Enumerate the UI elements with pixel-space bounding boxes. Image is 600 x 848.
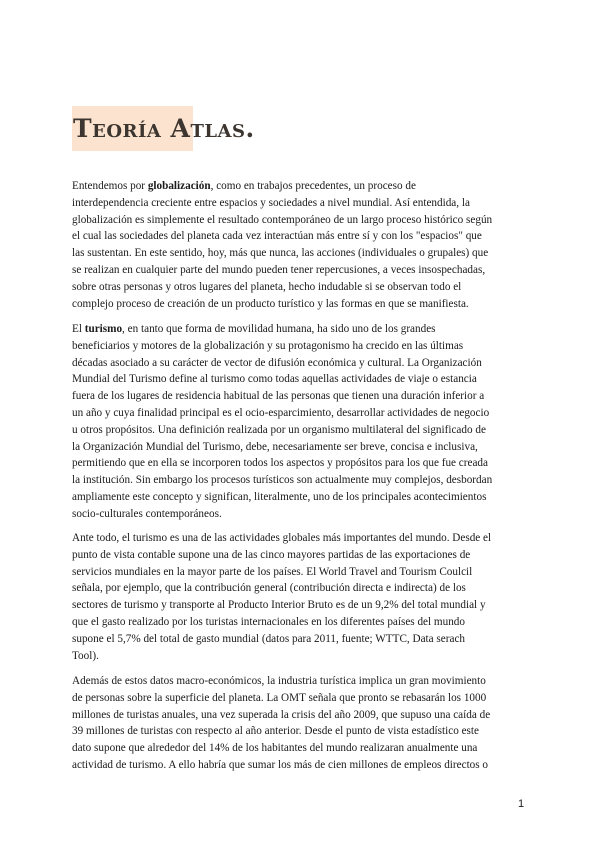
paragraph-line: 39 millones de turistas con respecto al año anterior. Desde el punto de vista estadístico este <box>72 725 479 738</box>
page-number: 1 <box>518 798 525 810</box>
paragraph-line: globalización es simplemente el resultado contemporáneo de un largo proceso histórico según <box>72 213 493 226</box>
paragraph-line: sobre otras personas y otros lugares del planeta, hecho indudable si se observan todo el <box>72 280 462 293</box>
paragraph-line: u otros propósitos. Una definición realizada por un organismo multilateral del significado de <box>72 423 486 436</box>
paragraph-line: Tool). <box>72 649 99 662</box>
page-title: Teoría Atlas. <box>73 114 255 143</box>
paragraph-line: punto de vista contable supone una de las cinco mayores partidas de las exportaciones de <box>72 548 471 561</box>
paragraph-line: millones de turistas anuales, una vez superada la crisis del año 2009, que supuso una caída de <box>72 708 491 721</box>
paragraph-line <box>72 321 530 338</box>
bold-term-globalizacion: globalización <box>147 180 211 192</box>
paragraph-line: la Organización Mundial del Turismo, debe, necesariamente ser breve, concisa e inclusiva, <box>72 440 478 453</box>
paragraph-line: Además de estos datos macro-económicos, la industria turística implica un gran movimiento <box>72 675 486 687</box>
paragraph-line: de personas sobre la superficie del planeta. La OMT señala que pronto se rebasarán los 1000 <box>72 691 487 704</box>
text-run: El <box>72 323 85 335</box>
paragraph-line: dato supone que alrededor del 14% de los habitantes del mundo realizaran anualmente una <box>72 742 478 755</box>
paragraph-line: Mundial del Turismo define al turismo como todas aquellas actividades de viaje o estancia <box>72 373 477 386</box>
paragraph-line: que el gasto realizado por los turistas internacionales en los diferentes países del mundo <box>72 615 465 628</box>
text-run: , como en trabajos precedentes, un proceso de <box>210 180 416 192</box>
paragraph-line: beneficiarios y motores de la globalización y su protagonismo ha crecido en las últimas <box>72 339 464 352</box>
paragraph-turismo <box>72 321 530 523</box>
paragraph-line: socio-culturales contemporáneos. <box>72 507 222 520</box>
paragraph-line: el cual las sociedades del planeta cada vez interactúan más entre sí y con los "espacios" que <box>72 230 482 243</box>
bold-term-turismo: turismo <box>84 323 123 335</box>
paragraph-line: interdependencia creciente entre espacios y sociedades a nivel mundial. Así entendida, la <box>72 196 470 209</box>
paragraph-line: actividad de turismo. A ello habría que sumar los más de cien millones de empleos directos o <box>72 758 489 771</box>
paragraph-line: décadas asociado a su carácter de vector de difusión económica y cultural. La Organización <box>72 356 482 369</box>
paragraph-line: señala, por ejemplo, que la contribución general (contribución directa e indirecta) de los <box>72 582 466 595</box>
paragraph-line: permitiendo que en ella se incorporen todos los aspectos y propósitos para los que fue creada <box>72 457 488 470</box>
text-run: Entendemos por <box>72 180 148 192</box>
paragraph-line: sectores de turismo y transporte al Producto Interior Bruto es de un 9,2% del total mundial y <box>72 599 486 612</box>
paragraph-line: complejo proceso de creación de un producto turístico y las formas en que se manifiesta. <box>72 297 469 310</box>
paragraph-line: supone el 5,7% del total de gasto mundial (datos para 2011, fuente; WTTC, Data serach <box>72 632 465 645</box>
paragraph-datos-macroeconomicos <box>72 673 530 774</box>
paragraph-actividades-globales <box>72 530 530 664</box>
text-run: , en tanto que forma de movilidad humana, ha sido uno de los grandes <box>122 323 436 335</box>
paragraph-line: fuera de los lugares de residencia habitual de las personas que tienen una duración inferior a <box>72 390 485 403</box>
paragraph-line: las sustentan. En este sentido, hoy, más que nunca, las acciones (individuales o grupales) que <box>72 247 489 260</box>
paragraph-line: ampliamente este concepto y significan, literalmente, uno de los principales acontecimientos <box>72 490 487 503</box>
paragraph-line <box>72 178 530 195</box>
paragraph-line: Ante todo, el turismo es una de las actividades globales más importantes del mundo. Desde el <box>72 532 492 544</box>
paragraph-line: servicios mundiales en la mayor parte de los países. El World Travel and Tourism Coulcil <box>72 565 473 578</box>
paragraph-globalizacion <box>72 178 530 312</box>
paragraph-line: se realizan en cualquier parte del mundo pueden tener repercusiones, a veces insospechadas, <box>72 263 486 276</box>
paragraph-line: la institución. Sin embargo los procesos turísticos son actualmente muy complejos, desbordan <box>72 474 493 487</box>
paragraph-line: un año y cuya finalidad principal es el ocio-esparcimiento, desarrollar actividades de negocio <box>72 406 490 419</box>
